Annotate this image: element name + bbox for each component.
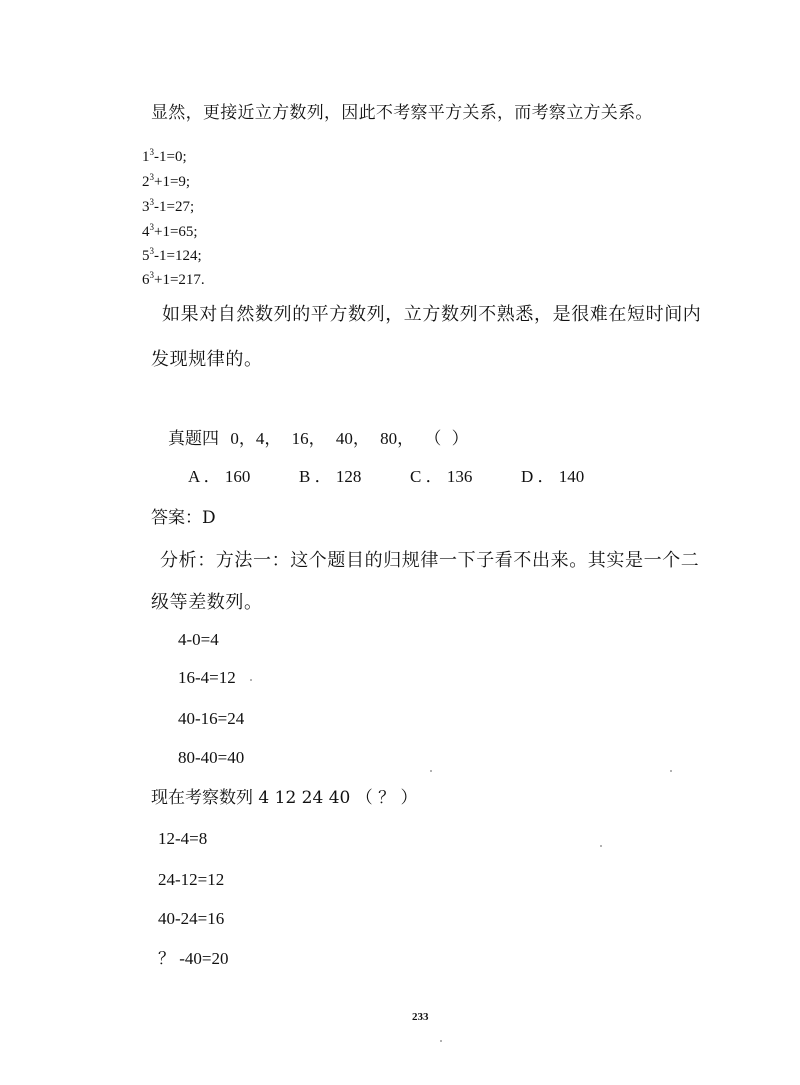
consider-sequence: 现在考察数列 4 12 24 40 （ ？ ） — [151, 788, 418, 808]
cube-base: 2 — [142, 174, 150, 190]
scan-speck — [600, 845, 602, 847]
first-difference: 40-16=24 — [178, 709, 245, 728]
cube-exponent: 3 — [149, 246, 154, 256]
question-sequence: 0，4， 16， 40， 80， （ ） — [230, 429, 469, 448]
cube-line — [142, 246, 202, 264]
cube-exponent: 3 — [149, 270, 154, 280]
analysis-line-2: 级等差数列。 — [151, 592, 263, 613]
option-b: B ． 128 — [299, 467, 362, 486]
second-difference: 24-12=12 — [158, 870, 225, 889]
page-number: 233 — [412, 1011, 429, 1023]
cube-line — [142, 222, 198, 240]
option-a: A ． 160 — [188, 467, 251, 486]
cube-line — [142, 270, 205, 288]
options-row — [188, 468, 632, 485]
scan-speck — [250, 679, 252, 681]
question-heading — [168, 430, 469, 448]
second-difference: 40-24=16 — [158, 909, 225, 928]
question-label: 真题四 — [168, 429, 219, 449]
remark-line-2: 发现规律的。 — [151, 349, 263, 370]
scan-speck — [670, 770, 672, 772]
option-c: C ． 136 — [410, 467, 473, 486]
cube-base: 4 — [142, 224, 150, 240]
option-d: D ． 140 — [521, 467, 585, 486]
cube-rest: -1=27; — [154, 199, 195, 215]
scan-speck — [440, 1040, 442, 1042]
cube-line — [142, 147, 187, 165]
cube-exponent: 3 — [149, 222, 154, 232]
first-difference: 80-40=40 — [178, 748, 245, 767]
intro-sentence: 显然，更接近立方数列，因此不考察平方关系，而考察立方关系。 — [151, 103, 653, 123]
cube-base: 5 — [142, 248, 150, 264]
first-difference: 4-0=4 — [178, 630, 219, 649]
cube-exponent: 3 — [149, 147, 154, 157]
cube-line — [142, 197, 195, 215]
cube-rest: +1=217. — [154, 272, 205, 288]
remark-line-1: 如果对自然数列的平方数列，立方数列不熟悉，是很难在短时间内 — [162, 304, 702, 325]
first-difference: 16-4=12 — [178, 668, 236, 687]
second-difference: ？ -40=20 — [158, 949, 229, 968]
cube-base: 1 — [142, 149, 150, 165]
cube-rest: -1=0; — [154, 149, 187, 165]
cube-exponent: 3 — [149, 172, 154, 182]
scan-speck — [430, 770, 432, 772]
cube-line — [142, 172, 191, 190]
answer-line: 答案：D — [151, 508, 216, 528]
cube-base: 6 — [142, 272, 150, 288]
cube-rest: +1=9; — [154, 174, 191, 190]
cube-exponent: 3 — [149, 197, 154, 207]
cube-rest: +1=65; — [154, 224, 198, 240]
cube-rest: -1=124; — [154, 248, 202, 264]
analysis-line-1: 分析：方法一：这个题目的归规律一下子看不出来。其实是一个二 — [160, 550, 700, 571]
second-difference: 12-4=8 — [158, 829, 208, 848]
cube-base: 3 — [142, 199, 150, 215]
